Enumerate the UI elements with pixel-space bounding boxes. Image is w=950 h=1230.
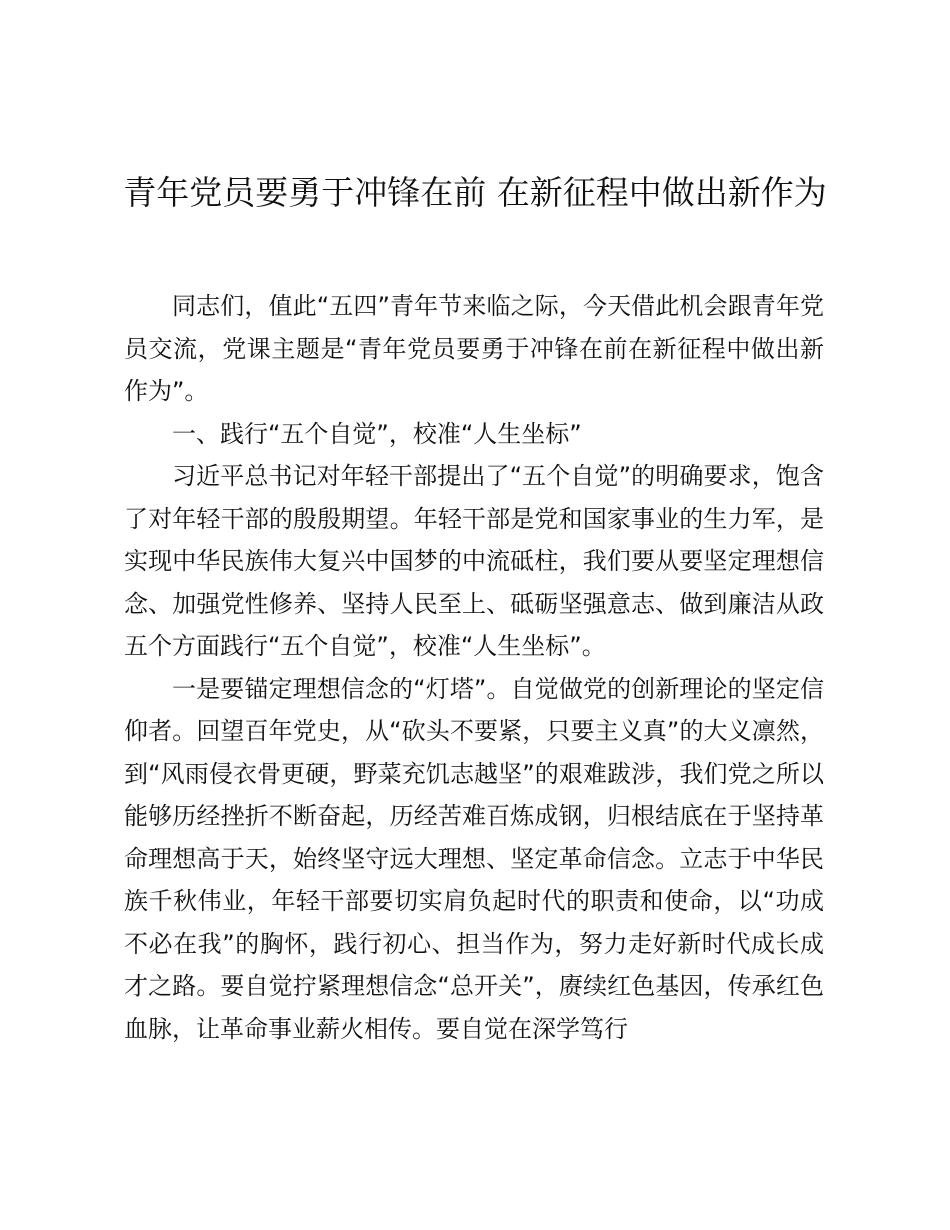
- paragraph-intro: 同志们，值此“五四”青年节来临之际，今天借此机会跟青年党员交流，党课主题是“青年党员要勇于冲锋在前在新征程中做出新作为”。: [124, 292, 824, 405]
- section-heading-1: 一、践行“五个自觉”，校准“人生坐标”: [172, 419, 582, 448]
- paragraph-ideals-beacon: 一是要锚定理想信念的“灯塔”。自觉做党的创新理论的坚定信仰者。回望百年党史，从“砍头不要紧，只要主义真”的大义凛然，到“风雨侵衣骨更硬，野菜充饥志越坚”的艰难跋涉，我们党之所以能够历经挫折不断奋起，历经苦难百炼成钢，归根结底在于坚持革命理想高于天，始终坚守远大理想、坚定革命信念。立志于中华民族千秋伟业，年轻干部要切实肩负起时代的职责和使命，以“功成不必在我”的胸怀，践行初心、担当作为，努力走好新时代成长成才之路。要自觉拧紧理想信念“总开关”，赓续红色基因，传承红色血脉，让革命事业薪火相传。要自觉在深学笃行: [124, 674, 824, 1043]
- paragraph-five-consciousness: 习近平总书记对年轻干部提出了“五个自觉”的明确要求，饱含了对年轻干部的殷殷期望。年轻干部是党和国家事业的生力军，是实现中华民族伟大复兴中国梦的中流砥柱，我们要从要坚定理想信念、加强党性修养、坚持人民至上、砥砺坚强意志、做到廉洁从政五个方面践行“五个自觉”，校准“人生坐标”。: [124, 462, 824, 660]
- document-title: 青年党员要勇于冲锋在前 在新征程中做出新作为: [123, 173, 827, 212]
- document-body: [124, 285, 824, 1050]
